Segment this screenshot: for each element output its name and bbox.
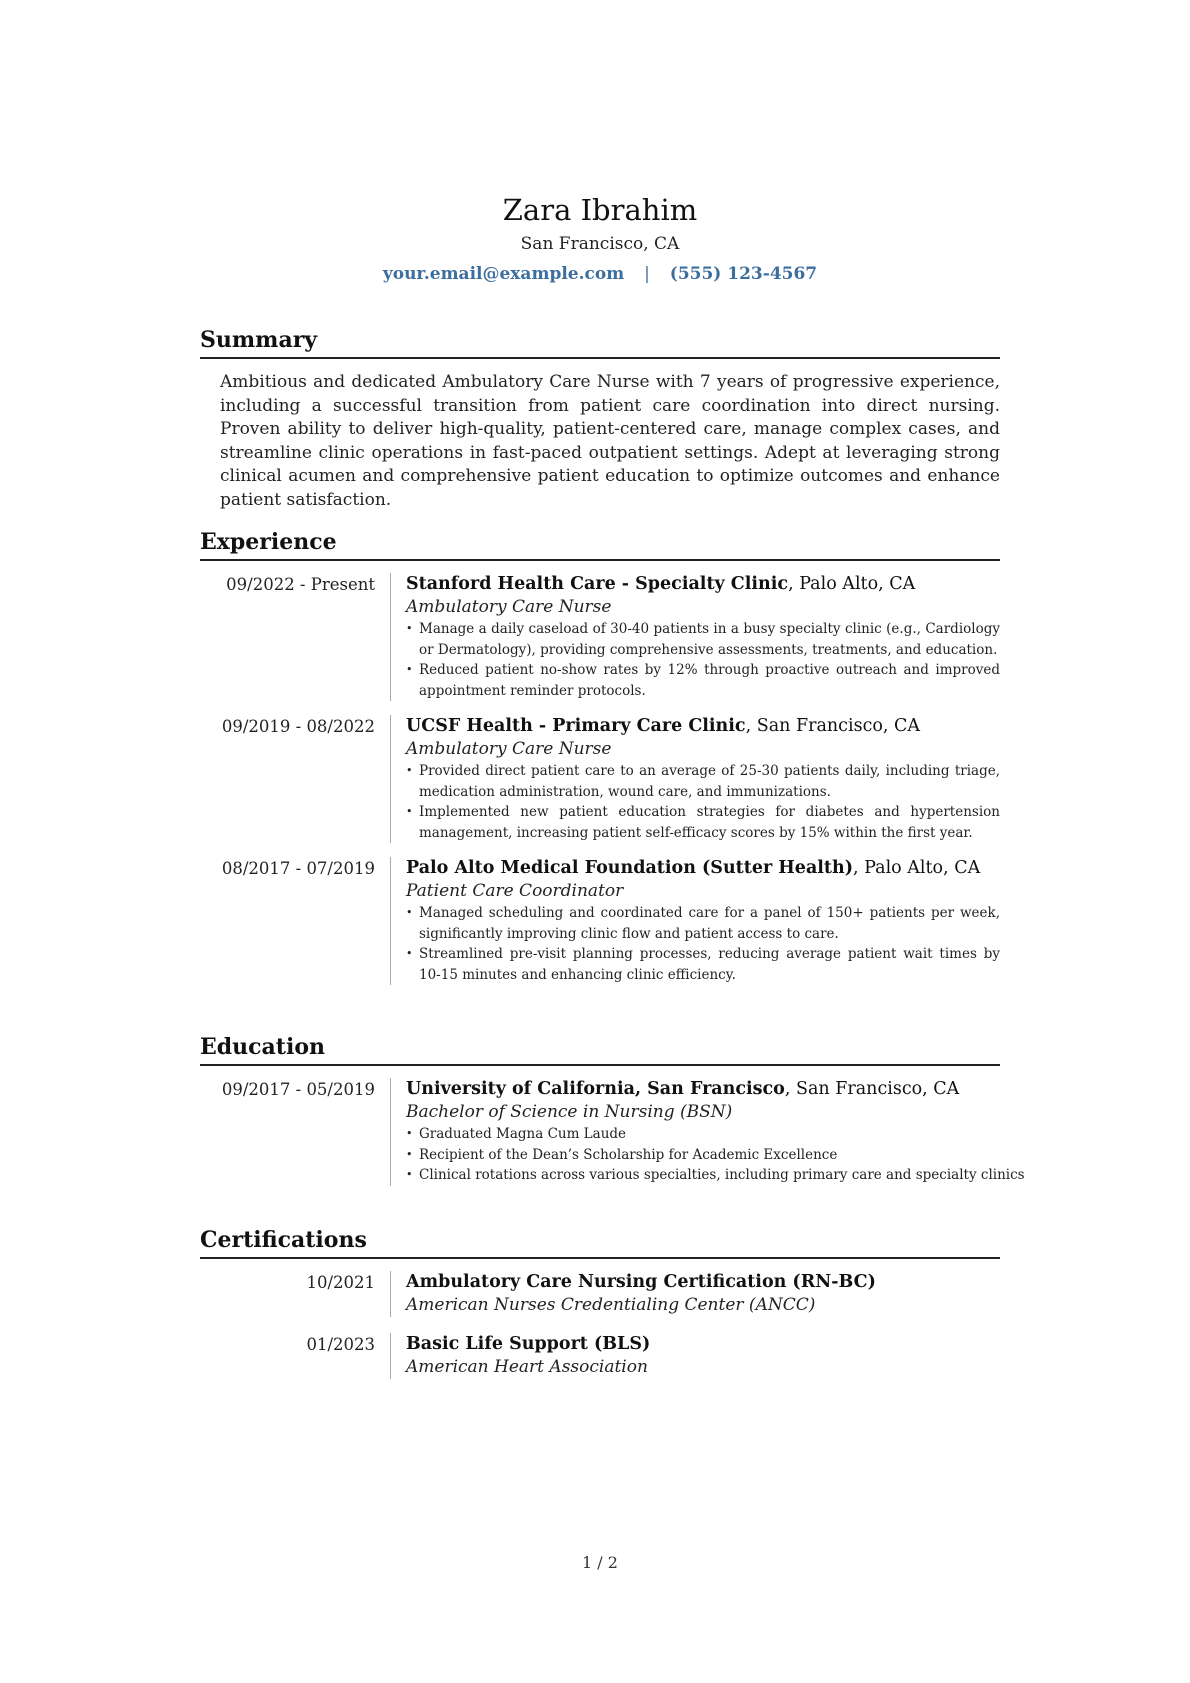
experience-section bbox=[200, 527, 1000, 985]
list-item: • Managed scheduling and coordinated care for a panel of 150+ patients per week, significantly improving clinic flow and patient access to care. bbox=[406, 903, 1000, 944]
achievement-list bbox=[406, 1124, 1025, 1186]
list-item: • Streamlined pre-visit planning processes, reducing average patient wait times by 10-15 minutes and enhancing clinic efficiency. bbox=[406, 944, 1000, 985]
entry-body bbox=[406, 1333, 1000, 1379]
entry-divider bbox=[390, 1078, 391, 1186]
entry-body bbox=[406, 573, 1000, 701]
certifications-heading: Certifications bbox=[200, 1225, 1000, 1259]
entry-body bbox=[406, 1271, 1000, 1317]
employer-location: , San Francisco, CA bbox=[745, 716, 921, 736]
experience-entry bbox=[200, 715, 1000, 843]
contact-separator: | bbox=[644, 264, 650, 284]
list-item: • Reduced patient no-show rates by 12% through proactive outreach and improved appointment reminder protocols. bbox=[406, 660, 1000, 701]
education-heading: Education bbox=[200, 1032, 1000, 1066]
job-title: Ambulatory Care Nurse bbox=[406, 597, 612, 617]
list-item: • Implemented new patient education strategies for diabetes and hypertension management, increasing patient self-efficacy scores by 15% within the first year. bbox=[406, 802, 1000, 843]
list-item: • Clinical rotations across various specialties, including primary care and specialty clinics bbox=[406, 1165, 1025, 1186]
certification-entry bbox=[200, 1271, 1000, 1317]
entry-body bbox=[406, 857, 1000, 985]
entry-date: 01/2023 bbox=[306, 1335, 375, 1354]
entry-heading bbox=[406, 1271, 1000, 1294]
certification-entry bbox=[200, 1333, 1000, 1379]
candidate-name: Zara Ibrahim bbox=[502, 193, 698, 227]
job-title: Ambulatory Care Nurse bbox=[406, 739, 612, 759]
list-item: • Provided direct patient care to an average of 25-30 patients daily, including triage, medication administration, wound care, and immunizations. bbox=[406, 761, 1000, 802]
resume-page bbox=[200, 0, 1025, 1683]
employer-name: Stanford Health Care - Specialty Clinic bbox=[406, 574, 789, 594]
entry-heading bbox=[406, 857, 1000, 880]
certification-name: Ambulatory Care Nursing Certification (RN-BC) bbox=[406, 1272, 876, 1292]
employer-location: , Palo Alto, CA bbox=[853, 858, 981, 878]
candidate-location: San Francisco, CA bbox=[520, 234, 680, 254]
entry-date: 08/2017 - 07/2019 bbox=[221, 859, 375, 878]
email-link[interactable]: your.email@example.com bbox=[382, 264, 625, 284]
education-section bbox=[200, 1032, 1025, 1186]
entry-divider bbox=[390, 573, 391, 701]
list-item: • Graduated Magna Cum Laude bbox=[406, 1124, 1025, 1145]
achievement-list bbox=[406, 761, 1000, 843]
experience-entry bbox=[200, 857, 1000, 985]
education-entry bbox=[200, 1078, 1025, 1186]
entry-date: 09/2019 - 08/2022 bbox=[221, 717, 375, 736]
school-name: University of California, San Francisco bbox=[406, 1079, 785, 1099]
entry-date: 10/2021 bbox=[306, 1273, 375, 1292]
entry-date: 09/2017 - 05/2019 bbox=[221, 1080, 375, 1099]
entry-body bbox=[406, 715, 1000, 843]
experience-entry bbox=[200, 573, 1000, 701]
list-item: • Manage a daily caseload of 30-40 patients in a busy specialty clinic (e.g., Cardiology or Dermatology), providing comprehensive assessments, treatments, and education. bbox=[406, 619, 1000, 660]
certifications-section bbox=[200, 1225, 1000, 1379]
page-number: 1 / 2 bbox=[582, 1553, 618, 1572]
employer-location: , Palo Alto, CA bbox=[788, 574, 916, 594]
summary-section bbox=[200, 325, 1000, 512]
achievement-list bbox=[406, 619, 1000, 701]
entry-heading bbox=[406, 1078, 1025, 1101]
entry-date: 09/2022 - Present bbox=[226, 575, 375, 594]
entry-body bbox=[406, 1078, 1025, 1186]
phone-link[interactable]: (555) 123-4567 bbox=[669, 264, 818, 284]
experience-heading: Experience bbox=[200, 527, 1000, 561]
entry-divider bbox=[390, 1333, 391, 1379]
certification-issuer: American Nurses Credentialing Center (ANCC) bbox=[406, 1295, 816, 1315]
summary-heading: Summary bbox=[200, 325, 1000, 359]
entry-divider bbox=[390, 1271, 391, 1317]
resume-header bbox=[200, 190, 1000, 286]
employer-name: UCSF Health - Primary Care Clinic bbox=[406, 716, 746, 736]
contact-line bbox=[200, 262, 1000, 286]
list-item: • Recipient of the Dean’s Scholarship for Academic Excellence bbox=[406, 1145, 1025, 1166]
school-location: , San Francisco, CA bbox=[784, 1079, 960, 1099]
degree-title: Bachelor of Science in Nursing (BSN) bbox=[406, 1102, 733, 1122]
summary-text: Ambitious and dedicated Ambulatory Care Nurse with 7 years of progressive experience, including a successful transition from patient care coordination into direct nursing. Proven ability to deliver high-quality, patient-centered care, manage complex cases, and streamline clinic operations in fast-paced outpatient settings. Adept at leveraging strong clinical acumen and comprehensive patient education to optimize outcomes and enhance patient satisfaction. bbox=[220, 372, 1000, 510]
entry-divider bbox=[390, 857, 391, 985]
entry-divider bbox=[390, 715, 391, 843]
job-title: Patient Care Coordinator bbox=[406, 881, 624, 901]
entry-heading bbox=[406, 573, 1000, 596]
certification-name: Basic Life Support (BLS) bbox=[406, 1334, 651, 1354]
certification-issuer: American Heart Association bbox=[406, 1357, 648, 1377]
employer-name: Palo Alto Medical Foundation (Sutter Health) bbox=[406, 858, 854, 878]
entry-heading bbox=[406, 1333, 1000, 1356]
achievement-list bbox=[406, 903, 1000, 985]
entry-heading bbox=[406, 715, 1000, 738]
